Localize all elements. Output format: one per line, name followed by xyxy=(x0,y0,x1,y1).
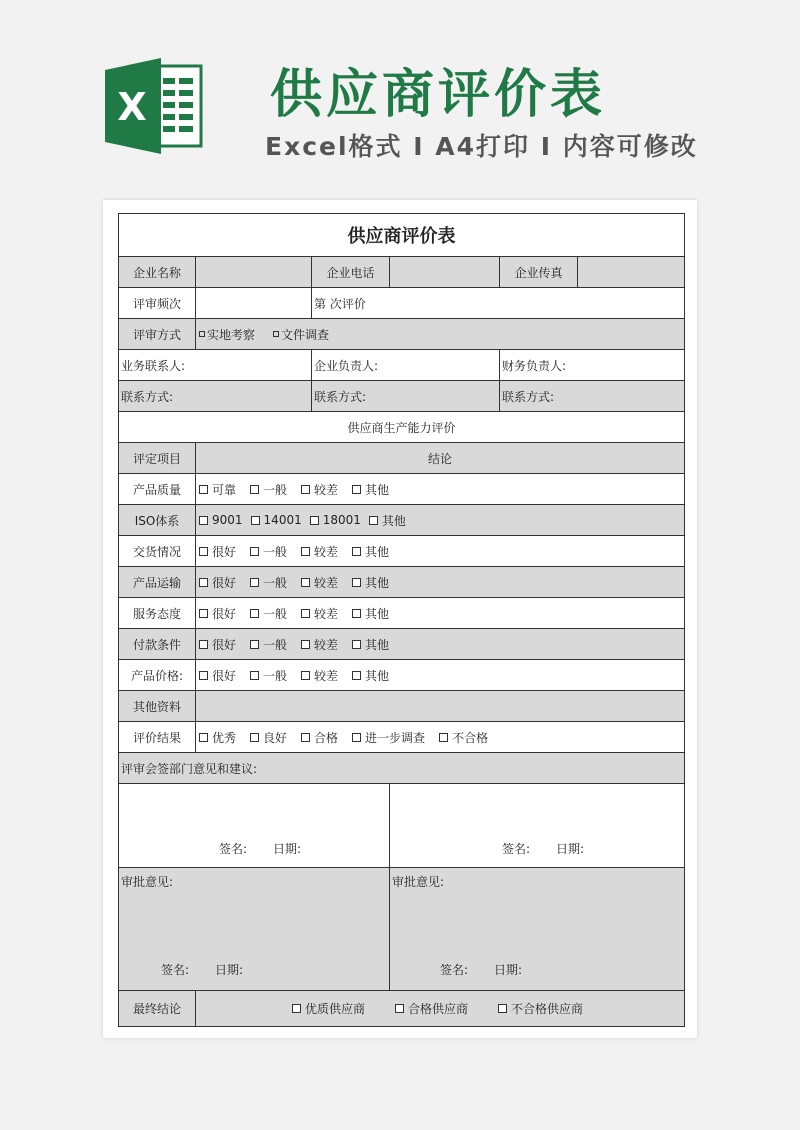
checkbox-icon[interactable] xyxy=(250,578,259,587)
approval-right[interactable] xyxy=(389,868,684,990)
contacts-row xyxy=(119,350,684,381)
sign-label: 签名: xyxy=(440,963,469,977)
approval-row xyxy=(119,868,684,991)
result-label: 评价结果 xyxy=(132,730,181,745)
review-method-row xyxy=(119,319,684,350)
checkbox-icon[interactable] xyxy=(250,640,259,649)
dept-opinion-label: 评审会签部门意见和建议: xyxy=(121,761,258,776)
checkbox-icon[interactable] xyxy=(352,609,361,618)
contact-method-row xyxy=(119,381,684,412)
approval-left[interactable] xyxy=(119,868,389,990)
dept-opinion-left[interactable] xyxy=(119,784,389,867)
company-row xyxy=(119,257,684,288)
signature-area xyxy=(440,961,522,978)
items-header-row xyxy=(119,443,684,474)
option[interactable]: 很好 xyxy=(199,574,236,591)
signature-area xyxy=(219,840,301,857)
item-options xyxy=(195,474,684,504)
result-option[interactable]: 良好 xyxy=(250,729,287,746)
final-options xyxy=(195,991,684,1026)
item-label: 产品质量 xyxy=(132,482,181,497)
conclusion-header: 结论 xyxy=(195,443,684,473)
checkbox-icon[interactable] xyxy=(310,516,319,525)
option[interactable]: 一般 xyxy=(250,605,287,622)
checkbox-icon[interactable] xyxy=(395,1004,404,1013)
item-header: 评定项目 xyxy=(132,451,181,466)
result-option[interactable]: 合格 xyxy=(301,729,338,746)
section-row xyxy=(119,412,684,443)
checkbox-icon[interactable] xyxy=(352,640,361,649)
final-row xyxy=(119,991,684,1026)
option[interactable]: 一般 xyxy=(250,667,287,684)
option[interactable]: 很好 xyxy=(199,605,236,622)
checkbox-icon[interactable] xyxy=(292,1004,301,1013)
final-option[interactable]: 合格供应商 xyxy=(395,1000,468,1017)
checkbox-icon[interactable] xyxy=(199,733,208,742)
result-options xyxy=(195,722,684,752)
banner-subtitle: Excel格式 I A4打印 I 内容可修改 xyxy=(265,132,698,161)
checkbox-icon[interactable] xyxy=(199,547,208,556)
company-name-label: 企业名称 xyxy=(132,265,181,280)
option[interactable]: 较差 xyxy=(301,543,338,560)
checkbox-icon[interactable] xyxy=(352,671,361,680)
contact-method-1: 联系方式: xyxy=(121,389,174,404)
company-phone-field[interactable] xyxy=(389,257,499,287)
option[interactable]: 较差 xyxy=(301,667,338,684)
sign-label: 签名: xyxy=(219,842,248,856)
result-option[interactable]: 进一步调查 xyxy=(352,729,425,746)
item-options xyxy=(195,505,684,535)
option[interactable]: 其他 xyxy=(352,605,389,622)
checkbox-icon[interactable] xyxy=(301,640,310,649)
approval-label: 审批意见: xyxy=(121,875,174,889)
table-row xyxy=(119,505,684,536)
checkbox-icon[interactable] xyxy=(439,733,448,742)
fin-owner-label: 财务负责人: xyxy=(499,350,684,380)
form-title-row xyxy=(119,214,684,257)
checkbox-icon[interactable] xyxy=(199,485,208,494)
form-title: 供应商评价表 xyxy=(347,226,456,247)
option[interactable]: 较差 xyxy=(301,481,338,498)
result-row xyxy=(119,722,684,753)
final-label: 最终结论 xyxy=(132,1002,181,1016)
option[interactable]: 14001 xyxy=(251,513,302,527)
item-options xyxy=(195,660,684,690)
option[interactable]: 其他 xyxy=(352,543,389,560)
table-row xyxy=(119,629,684,660)
option[interactable]: 较差 xyxy=(301,605,338,622)
item-options xyxy=(195,567,684,597)
review-freq-value: 第 次评价 xyxy=(311,288,684,318)
date-label: 日期: xyxy=(556,842,585,856)
option[interactable]: 很好 xyxy=(199,543,236,560)
banner xyxy=(0,0,800,200)
other-info-label: 其他资料 xyxy=(132,699,181,714)
option[interactable]: 一般 xyxy=(250,481,287,498)
option[interactable]: 其他 xyxy=(369,512,406,529)
checkbox-icon[interactable] xyxy=(250,671,259,680)
option[interactable]: 其他 xyxy=(352,574,389,591)
checkbox-icon[interactable] xyxy=(199,671,208,680)
option[interactable]: 可靠 xyxy=(199,481,236,498)
checkbox-icon[interactable] xyxy=(199,609,208,618)
item-label: 交货情况 xyxy=(132,544,181,559)
checkbox-icon[interactable] xyxy=(250,733,259,742)
evaluation-form xyxy=(118,213,685,1027)
company-fax-label: 企业传真 xyxy=(499,257,577,287)
sign-label: 签名: xyxy=(161,963,190,977)
checkbox-icon[interactable] xyxy=(250,485,259,494)
dept-opinion-row xyxy=(119,753,684,784)
table-row xyxy=(119,536,684,567)
item-options xyxy=(195,536,684,566)
final-option[interactable]: 优质供应商 xyxy=(292,1000,365,1017)
option[interactable]: 一般 xyxy=(250,636,287,653)
company-phone-label: 企业电话 xyxy=(311,257,389,287)
table-row xyxy=(119,474,684,505)
option[interactable]: 其他 xyxy=(352,667,389,684)
review-freq-label: 评审频次 xyxy=(132,296,181,311)
sign-label: 签名: xyxy=(502,842,531,856)
section-title: 供应商生产能力评价 xyxy=(347,420,456,435)
item-label: 产品价格: xyxy=(130,668,184,683)
contact-method-3: 联系方式: xyxy=(499,381,684,411)
excel-logo-icon xyxy=(105,58,203,154)
biz-contact-label: 业务联系人: xyxy=(121,358,186,373)
dept-opinion-right[interactable] xyxy=(389,784,684,867)
checkbox-icon[interactable] xyxy=(273,331,279,337)
checkbox-icon[interactable] xyxy=(199,331,205,337)
item-label: 服务态度 xyxy=(132,606,181,621)
method-option-document[interactable]: 文件调查 xyxy=(273,326,329,343)
checkbox-icon[interactable] xyxy=(301,671,310,680)
option[interactable]: 很好 xyxy=(199,667,236,684)
option[interactable]: 其他 xyxy=(352,636,389,653)
item-label: 付款条件 xyxy=(132,637,181,652)
checkbox-icon[interactable] xyxy=(352,578,361,587)
signature-area xyxy=(502,840,584,857)
option[interactable]: 很好 xyxy=(199,636,236,653)
checkbox-icon[interactable] xyxy=(250,609,259,618)
checkbox-icon[interactable] xyxy=(251,516,260,525)
company-fax-field[interactable] xyxy=(577,257,684,287)
banner-title: 供应商评价表 xyxy=(270,65,607,125)
checkbox-icon[interactable] xyxy=(352,485,361,494)
checkbox-icon[interactable] xyxy=(199,578,208,587)
signature-area xyxy=(161,961,243,978)
result-option[interactable]: 不合格 xyxy=(439,729,488,746)
excel-logo-letter: X xyxy=(117,85,147,129)
review-freq-row xyxy=(119,288,684,319)
checkbox-icon[interactable] xyxy=(301,578,310,587)
table-row xyxy=(119,567,684,598)
result-option[interactable]: 优秀 xyxy=(199,729,236,746)
option[interactable]: 较差 xyxy=(301,574,338,591)
item-label: ISO体系 xyxy=(134,513,180,528)
date-label: 日期: xyxy=(273,842,302,856)
option[interactable]: 较差 xyxy=(301,636,338,653)
method-option-onsite[interactable]: 实地考察 xyxy=(199,326,255,343)
review-method-options xyxy=(195,319,684,349)
corp-owner-label: 企业负责人: xyxy=(311,350,499,380)
option[interactable]: 一般 xyxy=(250,574,287,591)
checkbox-icon[interactable] xyxy=(301,733,310,742)
checkbox-icon[interactable] xyxy=(352,547,361,556)
option[interactable]: 18001 xyxy=(310,513,361,527)
checkbox-icon[interactable] xyxy=(498,1004,507,1013)
table-row xyxy=(119,598,684,629)
approval-label: 审批意见: xyxy=(392,875,445,889)
item-options xyxy=(195,598,684,628)
option[interactable]: 一般 xyxy=(250,543,287,560)
checkbox-icon[interactable] xyxy=(199,516,208,525)
item-options xyxy=(195,629,684,659)
dept-signature-row xyxy=(119,784,684,868)
checkbox-icon[interactable] xyxy=(352,733,361,742)
contact-method-2: 联系方式: xyxy=(311,381,499,411)
other-info-field[interactable] xyxy=(195,691,684,721)
checkbox-icon[interactable] xyxy=(301,485,310,494)
company-name-field[interactable] xyxy=(195,257,311,287)
checkbox-icon[interactable] xyxy=(369,516,378,525)
checkbox-icon[interactable] xyxy=(199,640,208,649)
other-info-row xyxy=(119,691,684,722)
option[interactable]: 9001 xyxy=(199,513,243,527)
review-freq-field[interactable] xyxy=(195,288,311,318)
option[interactable]: 其他 xyxy=(352,481,389,498)
date-label: 日期: xyxy=(215,963,244,977)
table-row xyxy=(119,660,684,691)
date-label: 日期: xyxy=(494,963,523,977)
checkbox-icon[interactable] xyxy=(301,547,310,556)
checkbox-icon[interactable] xyxy=(301,609,310,618)
item-label: 产品运输 xyxy=(132,575,181,590)
review-method-label: 评审方式 xyxy=(132,327,181,342)
checkbox-icon[interactable] xyxy=(250,547,259,556)
final-option[interactable]: 不合格供应商 xyxy=(498,1000,583,1017)
